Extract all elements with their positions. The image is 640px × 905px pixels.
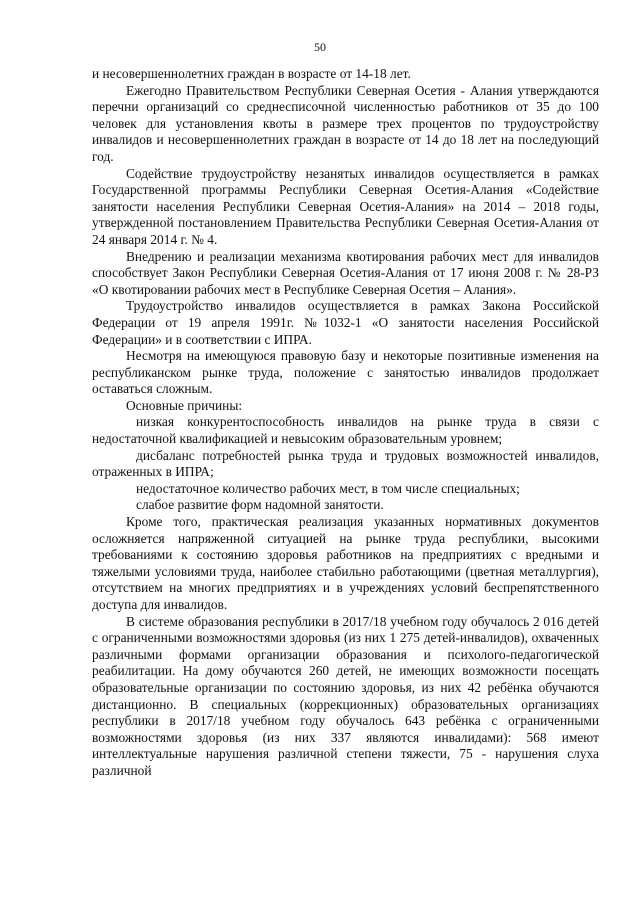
paragraph: Содействие трудоустройству незанятых инвалидов осуществляется в рамках Государственной программы Республики Северная Осетия-Алания «Содействие занятости населения Республики Северная Осетия-Алания» на 2014 – 2018 годы, утвержденной постановлением Правительства Республики Северная Осетия-Алания от 24 января 2014 г. № 4. <box>92 165 599 247</box>
list-item: дисбаланс потребностей рынка труда и трудовых возможностей инвалидов, отраженных в ИПРА; <box>92 447 599 480</box>
list-item: недостаточное количество рабочих мест, в том числе специальных; <box>136 480 520 496</box>
paragraph: В системе образования республики в 2017/18 учебном году обучалось 2 016 детей с ограниченными возможностями здоровья (из них 1 275 детей-инвалидов), охваченных различными формами организации образования и психолого-педагогической реабилитации. На дому обучаются 260 детей, не имеющих возможности посещать образовательные организации по состоянию здоровья, из них 42 ребёнка обучаются дистанционно. В специальных (коррекционных) образовательных организациях республики в 2017/18 учебном году обучалось 643 ребёнка с ограниченными возможностями здоровья (из них 337 являются инвалидами): 568 имеют интеллектуальные нарушения различной степени тяжести, 75 - нарушения слуха различной <box>92 613 599 778</box>
page-number: 50 <box>314 40 326 54</box>
paragraph: Ежегодно Правительством Республики Северная Осетия - Алания утверждаются перечни организаций со среднесписочной численностью работников от 35 до 100 человек для установления квоты в размере трех процентов по трудоустройству инвалидов и несовершеннолетних граждан в возрасте от 14 до 18 лет на последующий год. <box>92 82 599 164</box>
paragraph: Несмотря на имеющуюся правовую базу и некоторые позитивные изменения на республиканском рынке труда, положение с занятостью инвалидов продолжает оставаться сложным. <box>92 348 599 397</box>
document-body <box>92 66 599 780</box>
list-item: низкая конкурентоспособность инвалидов на рынке труда в связи с недостаточной квалификацией и невысоким образовательным уровнем; <box>92 414 599 447</box>
paragraph: Трудоустройство инвалидов осуществляется в рамках Закона Российской Федерации от 19 апреля 1991г. №1032-1 «О занятости населения Российской Федерации» и в соответствии с ИПРА. <box>92 298 599 347</box>
paragraph: Внедрению и реализации механизма квотирования рабочих мест для инвалидов способствует Закон Республики Северная Осетия-Алания от 17 июня 2008 г. № 28-РЗ «О квотировании рабочих мест в Республике Северная Осетия – Алания». <box>92 248 599 297</box>
paragraph: Кроме того, практическая реализация указанных нормативных документов осложняется напряженной ситуацией на рынке труда республики, высокими требованиями к состоянию здоровья работников на предприятиях с вредными и тяжелыми условиями труда, наиболее стабильно работающими (цветная металлургия), отсутствием на многих предприятиях и в учреждениях условий беспрепятственного доступа для инвалидов. <box>92 514 599 612</box>
paragraph: Основные причины: <box>126 397 243 413</box>
paragraph: и несовершеннолетних граждан в возрасте от 14-18 лет. <box>92 66 411 81</box>
list-item: слабое развитие форм надомной занятости. <box>136 497 384 513</box>
